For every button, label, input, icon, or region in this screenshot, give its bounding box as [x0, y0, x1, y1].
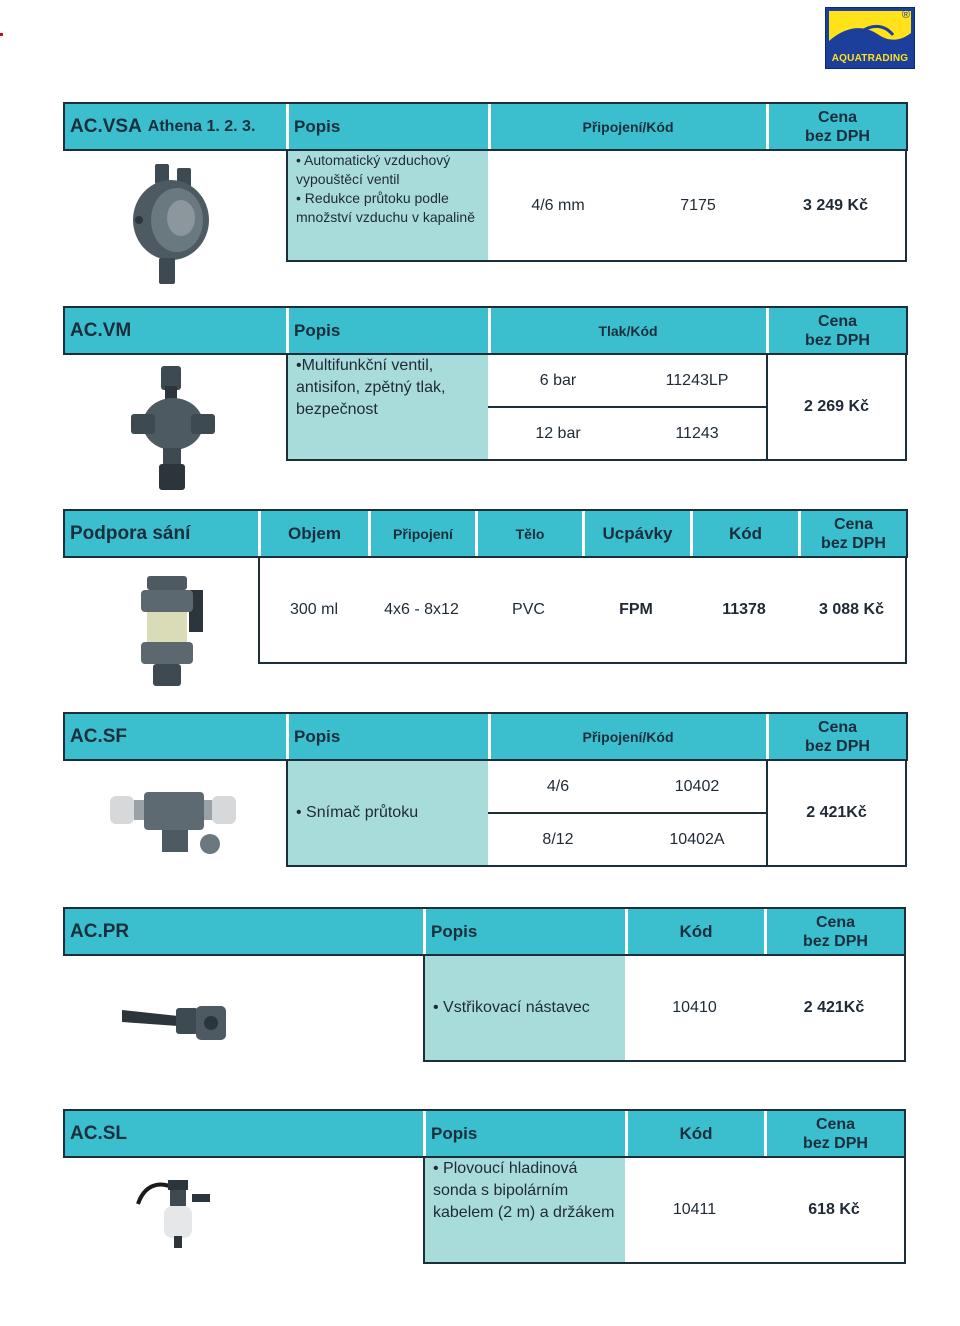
pr-h-price-1: Cena	[815, 913, 856, 931]
sf-h-popis: Popis	[294, 726, 341, 746]
vm-desc-line: •Multifunkční ventil,	[296, 357, 434, 374]
aquatrading-logo	[825, 7, 915, 69]
vm-h-conn: Tlak/Kód	[598, 322, 658, 339]
sf-row-1-kod: 10402	[628, 759, 768, 814]
vsa-h-conn: Připojení/Kód	[582, 118, 674, 135]
vsa-desc-line: vypouštěcí ventil	[296, 171, 400, 187]
ps-h-kod: Kód	[728, 523, 763, 543]
sl-desc-line: kabelem (2 m) a držákem	[433, 1204, 615, 1221]
pr-product-image	[116, 992, 231, 1054]
wave-icon	[829, 11, 911, 48]
vsa-h-price-2: bez DPH	[805, 127, 870, 145]
vsa-conn: 4/6 mm	[531, 196, 585, 214]
injection-nozzle-icon	[116, 992, 231, 1054]
sl-kod: 10411	[625, 1156, 766, 1264]
pr-code: AC.PR	[70, 920, 130, 942]
pr-h-kod: Kód	[679, 921, 713, 941]
sf-code: AC.SF	[70, 725, 127, 747]
sl-desc-line: sonda s bipolárním	[433, 1182, 569, 1199]
ps-objem: 300 ml	[258, 556, 370, 664]
ps-h-conn: Připojení	[393, 525, 453, 542]
vsa-code: AC.VSA	[70, 115, 142, 137]
flow-sensor-icon	[110, 778, 238, 864]
vsa-desc-line: množství vzduchu v kapalině	[296, 209, 475, 225]
vsa-h-price	[769, 102, 906, 151]
vsa-sep-1	[286, 104, 289, 149]
pr-price: 2 421Kč	[764, 954, 906, 1062]
ps-h-price-1: Cena	[833, 515, 874, 533]
air-release-valve-icon	[125, 158, 220, 291]
pr-h-popis: Popis	[431, 921, 478, 941]
vsa-values-row	[488, 149, 907, 262]
sl-code: AC.SL	[70, 1122, 127, 1144]
sf-row-2-conn: 8/12	[488, 812, 630, 867]
pr-h-price-2: bez DPH	[803, 932, 868, 950]
pr-description: • Vstřikovací nástavec	[423, 954, 627, 1062]
ps-title: Podpora sání	[70, 522, 191, 544]
sf-h-price-2: bez DPH	[805, 737, 870, 755]
vm-sep-1	[286, 308, 289, 353]
ps-h-ucpavky: Ucpávky	[602, 523, 673, 543]
sf-h-price	[769, 712, 906, 761]
vsa-price: 3 249 Kč	[803, 196, 868, 214]
vsa-kod: 7175	[680, 196, 716, 214]
pr-kod: 10410	[625, 954, 766, 1062]
ps-h-price	[801, 509, 906, 558]
vsa-product-image	[125, 158, 220, 291]
logo-brand-text: AQUATRADING	[831, 53, 909, 64]
sl-h-price-1: Cena	[815, 1115, 856, 1133]
vm-desc-line: bezpečnost	[296, 401, 378, 418]
ps-ucpavky: FPM	[582, 556, 692, 664]
vm-h-price-2: bez DPH	[805, 331, 870, 349]
ps-product-image	[131, 566, 216, 694]
vsa-model: Athena 1. 2. 3.	[147, 117, 256, 135]
multifunction-valve-icon	[125, 362, 222, 495]
level-probe-icon	[134, 1174, 220, 1254]
ps-telo: PVC	[475, 556, 584, 664]
vsa-title	[70, 102, 255, 151]
vm-row-1-tlak: 6 bar	[488, 353, 630, 408]
registered-mark: ®	[901, 9, 910, 21]
sl-h-kod: Kód	[679, 1123, 713, 1143]
suction-support-icon	[131, 566, 216, 694]
sl-product-image	[134, 1174, 220, 1254]
vm-product-image	[125, 362, 222, 495]
ps-h-telo: Tělo	[515, 525, 545, 542]
vsa-h-popis: Popis	[294, 116, 341, 136]
sf-sep-1	[286, 714, 289, 759]
ps-price: 3 088 Kč	[798, 556, 907, 664]
ps-h-price-2: bez DPH	[821, 534, 886, 552]
vm-row-1-kod: 11243LP	[628, 353, 768, 408]
sl-description	[423, 1156, 627, 1264]
pr-sep-1	[423, 909, 426, 954]
sf-row-2-kod: 10402A	[628, 812, 768, 867]
sl-sep-1	[423, 1111, 426, 1156]
ps-kod: 11378	[690, 556, 800, 664]
vm-desc-line: antisifon, zpětný tlak,	[296, 379, 446, 396]
sf-price: 2 421Kč	[766, 759, 907, 867]
vm-code: AC.VM	[70, 319, 132, 341]
vsa-desc-line: • Redukce průtoku podle	[296, 190, 449, 206]
vm-description	[286, 353, 490, 461]
pr-h-price	[767, 907, 904, 956]
page-mark	[0, 33, 3, 36]
vm-h-price	[769, 306, 906, 355]
sf-description: • Snímač průtoku	[286, 759, 490, 867]
sl-h-popis: Popis	[431, 1123, 478, 1143]
sf-row-1-conn: 4/6	[488, 759, 630, 814]
vm-h-price-1: Cena	[817, 312, 858, 330]
vm-row-2-tlak: 12 bar	[488, 406, 630, 461]
vsa-desc-line: • Automatický vzduchový	[296, 152, 451, 168]
vm-row-2-kod: 11243	[628, 406, 768, 461]
sl-price: 618 Kč	[764, 1156, 906, 1264]
sf-h-conn: Připojení/Kód	[582, 728, 674, 745]
sf-product-image	[110, 778, 238, 864]
ps-conn: 4x6 - 8x12	[368, 556, 477, 664]
vm-price: 2 269 Kč	[766, 353, 907, 461]
vsa-h-price-1: Cena	[817, 108, 858, 126]
vm-h-popis: Popis	[294, 320, 341, 340]
sf-h-price-1: Cena	[817, 718, 858, 736]
sl-h-price-2: bez DPH	[803, 1134, 868, 1152]
ps-h-objem: Objem	[288, 523, 341, 543]
logo-wave-panel	[829, 11, 911, 48]
vsa-description	[286, 149, 490, 262]
sl-h-price	[767, 1109, 904, 1158]
sl-desc-line: • Plovoucí hladinová	[433, 1160, 578, 1177]
